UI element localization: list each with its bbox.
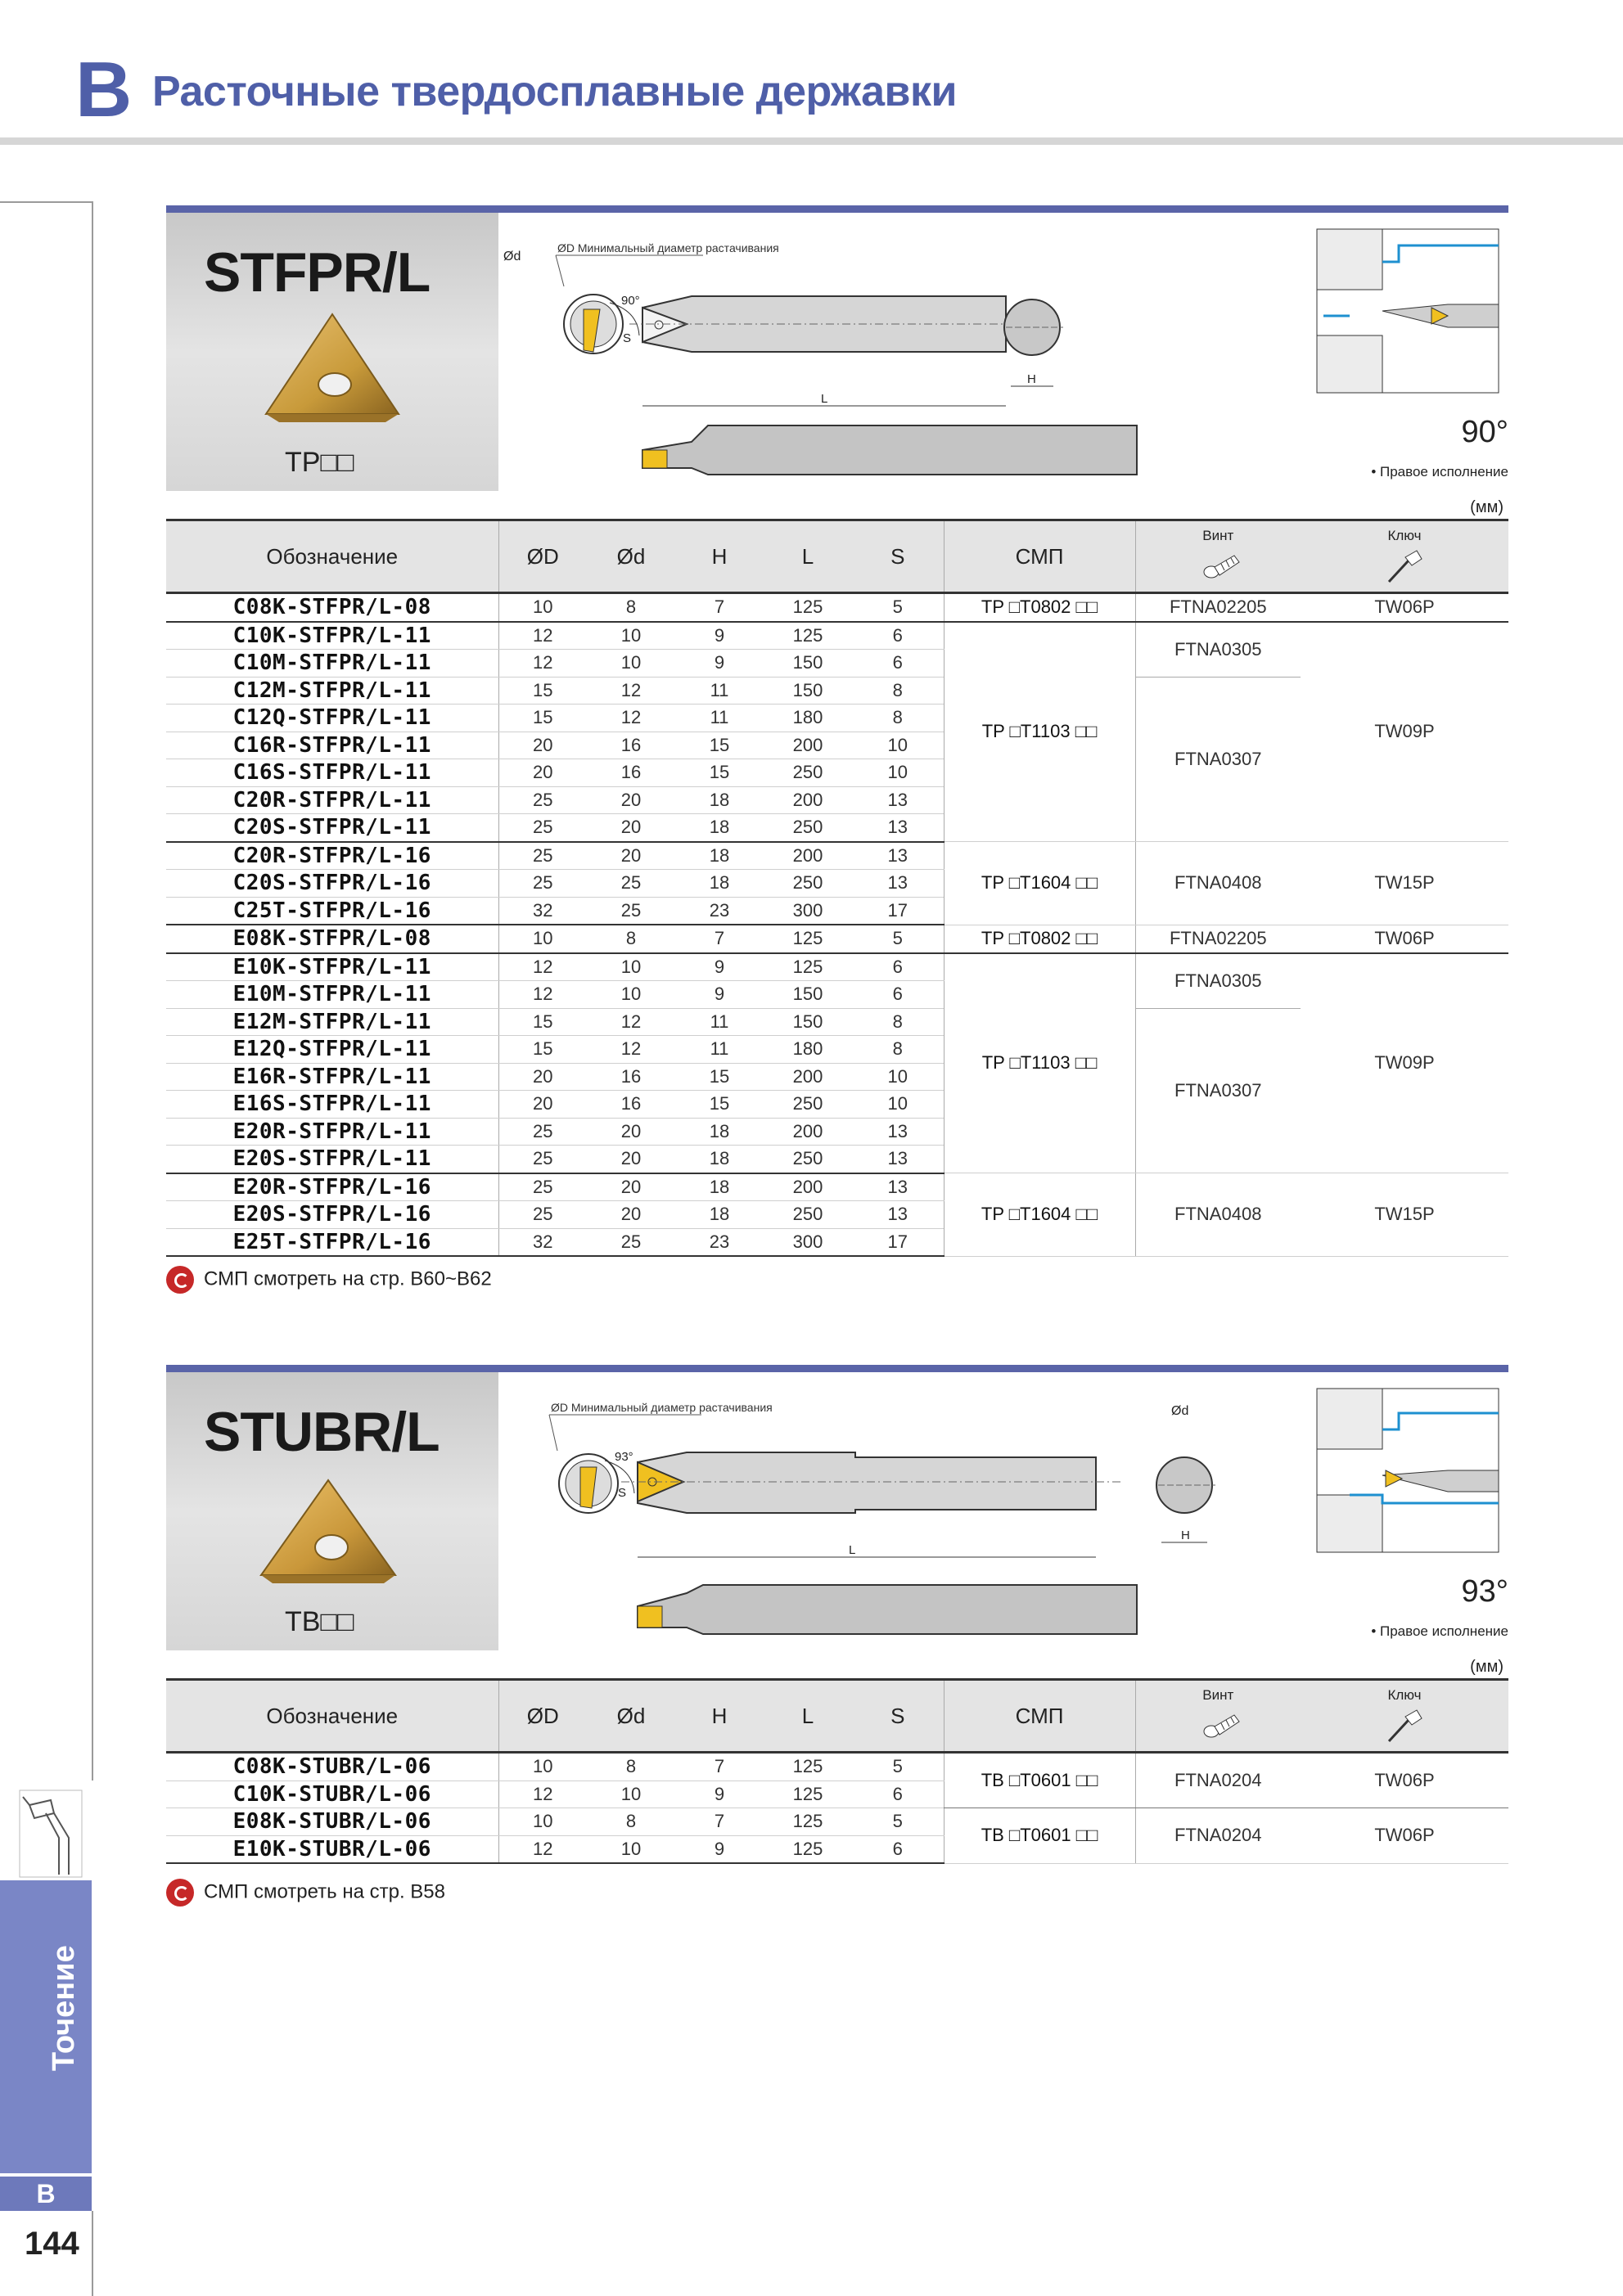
turning-tool-icon <box>18 1789 83 1879</box>
tool-drawing <box>498 213 1508 491</box>
approach-angle: 90° <box>1461 415 1508 449</box>
col-screw-label: Винт <box>1202 528 1234 543</box>
table-row: E10K-STFPR/L-11 12 10 9 125 6 TP □T1103 □□ FTNA0305 TW09P <box>166 953 1508 981</box>
col-screw-label: Винт <box>1202 1687 1234 1703</box>
table-row: E25T-STFPR/L-16 32 25 23 300 17 <box>166 1228 1508 1256</box>
table-row: E08K-STUBR/L-06 10 8 7 125 5 TB □T0601 □□ FTNA0204 TW06P <box>166 1808 1508 1836</box>
product-code: STFPR/L <box>204 241 431 304</box>
table-row: C12Q-STFPR/L-11 15 12 11 180 8 <box>166 705 1508 732</box>
product-code: STUBR/L <box>204 1401 440 1463</box>
col-d: Ød <box>587 1680 675 1753</box>
table-row: C16S-STFPR/L-11 20 16 15 250 10 <box>166 759 1508 787</box>
col-L: L <box>764 520 852 593</box>
unit-label: (мм) <box>1470 498 1504 516</box>
triangular-insert-icon <box>258 1477 399 1587</box>
table-row: E20R-STFPR/L-11 25 20 18 200 13 <box>166 1118 1508 1146</box>
table-row: C10M-STFPR/L-11 12 10 9 150 6 <box>166 650 1508 678</box>
hand-note: • Правое исполнение <box>1371 1623 1508 1639</box>
svg-text:93°: 93° <box>615 1450 633 1464</box>
col-key <box>1301 1680 1508 1753</box>
col-key-label: Ключ <box>1387 1687 1422 1703</box>
tool-diagram <box>498 213 1508 491</box>
col-insert: СМП <box>944 1680 1135 1753</box>
table-row: E20R-STFPR/L-16 25 20 18 200 13 TP □T1604 □□ FTNA0408 TW15P <box>166 1173 1508 1201</box>
side-border-top <box>0 201 93 203</box>
col-S: S <box>852 520 944 593</box>
col-H: H <box>675 1680 764 1753</box>
table-row: C08K-STUBR/L-06 10 8 7 125 5 TB □T0601 □□ FTNA0204 TW06P <box>166 1753 1508 1781</box>
table-row: C20S-STFPR/L-16 25 25 18 250 13 <box>166 870 1508 898</box>
section-letter: B <box>75 46 133 133</box>
table-row: C25T-STFPR/L-16 32 25 23 300 17 <box>166 897 1508 925</box>
tool-drawing <box>498 1372 1508 1650</box>
col-key-label: Ключ <box>1387 528 1422 543</box>
insert-type-label: TB□□ <box>285 1606 354 1637</box>
table-row: E16R-STFPR/L-11 20 16 15 200 10 <box>166 1063 1508 1091</box>
table-row: E08K-STFPR/L-08 10 8 7 125 5 TP □T0802 □□ FTNA02205 TW06P <box>166 925 1508 953</box>
screw-icon <box>1201 1708 1242 1741</box>
section-top-bar <box>166 205 1508 213</box>
page-number: 144 <box>25 2226 79 2262</box>
col-D: ØD <box>498 1680 587 1753</box>
svg-text:90°: 90° <box>621 294 640 308</box>
insert-reference-note[interactable] <box>166 1266 492 1294</box>
side-border-bottom <box>92 2211 93 2296</box>
col-screw <box>1135 1680 1301 1753</box>
col-L: L <box>764 1680 852 1753</box>
svg-text:Ød: Ød <box>503 250 521 263</box>
table-row: E20S-STFPR/L-16 25 20 18 250 13 <box>166 1201 1508 1229</box>
side-border <box>92 201 93 1781</box>
col-key <box>1301 520 1508 593</box>
col-insert: СМП <box>944 520 1135 593</box>
key-icon <box>1384 547 1425 585</box>
min-bore-label: ØD Минимальный диаметр растачивания <box>551 1401 773 1414</box>
svg-text:H: H <box>1027 372 1036 386</box>
svg-text:Ød: Ød <box>1171 1404 1189 1418</box>
table-row: C16R-STFPR/L-11 20 16 15 200 10 <box>166 732 1508 759</box>
spec-table <box>166 519 1508 1257</box>
table-row: E16S-STFPR/L-11 20 16 15 250 10 <box>166 1091 1508 1119</box>
key-icon <box>1384 1707 1425 1745</box>
svg-text:S: S <box>618 1486 627 1500</box>
section-top-bar <box>166 1365 1508 1372</box>
triangular-insert-icon <box>263 311 402 425</box>
col-screw <box>1135 520 1301 593</box>
header-divider <box>0 137 1623 145</box>
unit-label: (мм) <box>1470 1658 1504 1676</box>
pin-icon <box>166 1879 194 1907</box>
col-H: H <box>675 520 764 593</box>
min-bore-label: ØD Минимальный диаметр растачивания <box>557 241 779 254</box>
section-stubr <box>166 1365 1508 1938</box>
product-panel <box>166 1372 498 1650</box>
pin-icon <box>166 1266 194 1294</box>
insert-reference-note[interactable] <box>166 1879 445 1907</box>
col-designation: Обозначение <box>166 520 498 593</box>
side-section-letter: B <box>0 2177 92 2211</box>
table-row: E10K-STUBR/L-06 12 10 9 125 6 <box>166 1835 1508 1863</box>
insert-type-label: TP□□ <box>285 447 354 478</box>
svg-text:S: S <box>623 331 632 345</box>
tool-diagram <box>498 1372 1508 1650</box>
section-stfpr <box>166 205 1508 1302</box>
table-row: E12M-STFPR/L-11 15 12 11 150 8 FTNA0307 <box>166 1008 1508 1036</box>
product-panel <box>166 213 498 491</box>
svg-text:L: L <box>821 392 828 406</box>
svg-text:L: L <box>849 1543 856 1557</box>
col-d: Ød <box>587 520 675 593</box>
table-row: C08K-STFPR/L-08 10 8 7 125 5 TP □T0802 □□ FTNA02205 TW06P <box>166 593 1508 622</box>
col-designation: Обозначение <box>166 1680 498 1753</box>
table-row: E10M-STFPR/L-11 12 10 9 150 6 <box>166 981 1508 1009</box>
table-row: C12M-STFPR/L-11 15 12 11 150 8 FTNA0307 <box>166 677 1508 705</box>
side-tab-label: Точение <box>47 1945 81 2071</box>
page-title: Расточные твердосплавные державки <box>152 68 958 115</box>
table-row: E20S-STFPR/L-11 25 20 18 250 13 <box>166 1146 1508 1173</box>
svg-text:H: H <box>1181 1528 1190 1542</box>
table-row: C10K-STUBR/L-06 12 10 9 125 6 <box>166 1781 1508 1808</box>
screw-icon <box>1201 549 1242 582</box>
approach-angle: 93° <box>1461 1574 1508 1609</box>
col-S: S <box>852 1680 944 1753</box>
col-D: ØD <box>498 520 587 593</box>
insert-reference-text: СМП смотреть на стр. B60~B62 <box>204 1267 492 1290</box>
hand-note: • Правое исполнение <box>1371 464 1508 479</box>
spec-table <box>166 1678 1508 1864</box>
insert-reference-text: СМП смотреть на стр. B58 <box>204 1880 445 1903</box>
table-row: E12Q-STFPR/L-11 15 12 11 180 8 <box>166 1036 1508 1064</box>
table-row: C20S-STFPR/L-11 25 20 18 250 13 <box>166 814 1508 842</box>
table-row: C10K-STFPR/L-11 12 10 9 125 6 TP □T1103 □□ FTNA0305 TW09P <box>166 622 1508 650</box>
table-row: C20R-STFPR/L-11 25 20 18 200 13 <box>166 786 1508 814</box>
table-row: C20R-STFPR/L-16 25 20 18 200 13 TP □T1604 □□ FTNA0408 TW15P <box>166 842 1508 870</box>
